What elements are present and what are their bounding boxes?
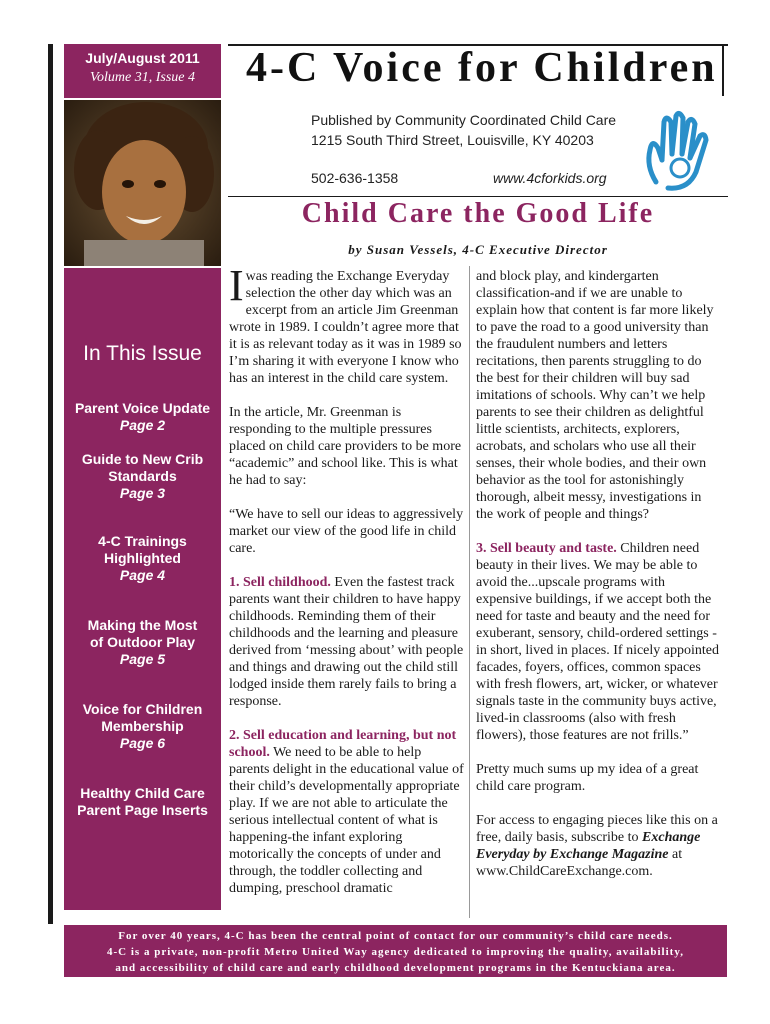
sidebar-item-label: Parent Voice Update [74, 400, 211, 416]
publisher-address: 1215 South Third Street, Louisville, KY 40203 [311, 132, 594, 148]
footer-line: and accessibility of child care and early childhood development programs in the Kentuckiana area. [115, 962, 676, 974]
masthead-divider [228, 196, 728, 197]
sidebar-heading: In This Issue [83, 342, 202, 365]
sidebar-item-parent-inserts[interactable] [64, 785, 221, 819]
sidebar-item-parent-voice[interactable] [64, 400, 221, 434]
newsletter-title: 4-C Voice for Children [246, 45, 718, 91]
publisher-line: Published by Community Coordinated Child Care [311, 112, 617, 128]
article-title: Child Care the Good Life [301, 198, 655, 229]
sidebar-item-label: Healthy Child Care Parent Page Inserts [77, 785, 208, 818]
sidebar-item-label: Guide to New Crib Standards [81, 451, 204, 484]
article-column-2 [476, 268, 720, 880]
article-paragraph: 3. Sell beauty and taste. Children need beauty in their lives. We may be able to avoid the...upscale programs with expensive buildings, if we accept both the need for taste and beauty and the need for exuberant, sensory, child-ordered settings - in short, lived in places. If nicely appointed facades, foyers, offices, common spaces with fresh flowers, art, wicker, or whatever signals taste in the community buys active, lived-in classrooms (also with fresh flowers), those features are not frills.” [476, 541, 719, 743]
footer-banner [64, 925, 727, 977]
article-paragraph: 1. Sell childhood. Even the fastest track parents want their children to have happy childhoods. Reminding them of their childhoods and the learning and pleasure derived from ‘messing about’ with people and things and drawing out the child still lodged inside them rarely fails to bring a response. [229, 575, 464, 709]
sidebar-item-crib-standards[interactable] [64, 451, 221, 502]
sidebar-item-page: Page 5 [119, 651, 166, 667]
sidebar-item-outdoor-play[interactable] [64, 617, 221, 668]
article-paragraph: “We have to sell our ideas to aggressively market our view of the good life in child care. [229, 507, 464, 556]
sidebar-item-membership[interactable] [64, 701, 221, 752]
article-paragraph: In the article, Mr. Greenman is responding to the multiple pressures placed on child care providers to be more “academic” and school like. This is what he had to say: [229, 405, 462, 488]
sidebar-item-page: Page 2 [119, 417, 166, 433]
publisher-phone: 502-636-1358 [311, 170, 399, 186]
point-heading: 2. Sell education and learning, but not school. [229, 728, 457, 760]
footer-line: For over 40 years, 4-C has been the central point of contact for our community’s child care needs. [118, 930, 673, 942]
article-byline: by Susan Vessels, 4-C Executive Director [348, 242, 608, 257]
footer-line: 4-C is a private, non-profit Metro United Way agency dedicated to improving the quality, availability, [107, 946, 684, 958]
point-heading: 1. Sell childhood. [229, 575, 331, 590]
article-paragraph: and block play, and kindergarten classification-and if we are unable to explain how that content is far more likely to pave the road to a good university than the fraudulent numbers and letters recitations, then parents struggling to do the best for their children will buy sad imitations of schools. Why can’t we help parents to see their children as delightful little scientists, architects, explorers, acrobats, and scholars who use all their senses, their whole bodies, and their own behavior as the tool for astonishingly thorough, albeit messy, investigations in the work of people and things? [476, 269, 714, 522]
sidebar-item-page: Page 4 [119, 567, 166, 583]
issue-date: July/August 2011 [85, 50, 200, 66]
sidebar-item-label: Voice for Children Membership [82, 701, 203, 734]
article-paragraph: Iwas reading the Exchange Everyday selection the other day which was an excerpt from an article Jim Greenman wrote in 1989. I couldn’t agree more that it is as relevant today as it was in 1989 so I’m sharing it with everyone I know who has an interest in the child care system. [229, 261, 462, 386]
publication-name: Exchange Everyday by Exchange Magazine [476, 830, 701, 862]
in-this-issue-sidebar [64, 268, 221, 910]
article-column-1 [229, 261, 465, 897]
column-divider [469, 266, 470, 918]
sidebar-item-trainings[interactable] [64, 533, 221, 584]
sidebar-item-label: 4-C Trainings Highlighted [98, 533, 187, 566]
article-paragraph: For access to engaging pieces like this on a free, daily basis, subscribe to Exchange Everyday by Exchange Magazine at www.ChildCareExchange.com. [476, 813, 718, 879]
hand-logo-icon [638, 108, 718, 196]
sidebar-item-page: Page 3 [119, 485, 166, 501]
sidebar-item-label: Making the Most of Outdoor Play [87, 617, 198, 650]
left-accent-rule [48, 44, 53, 924]
drop-cap: I [229, 261, 244, 310]
issue-volume: Volume 31, Issue 4 [90, 70, 195, 85]
article-paragraph: Pretty much sums up my idea of a great child care program. [476, 762, 699, 794]
child-photo [64, 100, 221, 266]
publisher-website[interactable]: www.4cforkids.org [493, 170, 607, 186]
article-paragraph: 2. Sell education and learning, but not school. We need to be able to help parents delight in the educational value of their child’s developmentally appropriate play. If we are not able to articulate the serious intellectual content of what is happening-the infant exploring motorically the concepts of under and through, the toddler collecting and dumping, preschool dramatic [229, 728, 464, 896]
issue-box [64, 44, 221, 98]
sidebar-item-page: Page 6 [119, 735, 166, 751]
point-heading: 3. Sell beauty and taste. [476, 541, 617, 556]
